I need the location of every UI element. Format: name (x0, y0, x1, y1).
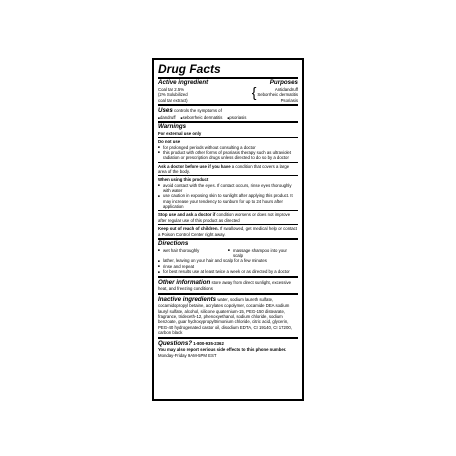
inactive-text: water, sodium laureth sulfate, cocamidopropyl betaine, acrylates copolymer, cocamide DEA sodium lauryl sulfate, alcohol, silicone quaternium-15, PEG-150 distearate, fragrance, trideceth-12, phenoxyethanol, sodium chloride, sodium benzoate, guar hydroxypropyltrimonium chloride, citric acid, glycerin, PEG-40 hydrogenated castor oil, disodium EDTA, CI 19140, CI 17200, carbon black (158, 296, 292, 336)
report-text: You may also report serious side effects to this phone number. (158, 347, 287, 353)
uses-list (158, 115, 298, 120)
divider (158, 162, 298, 163)
phone-number: 1-800-935-2362 (193, 340, 224, 346)
divider (158, 293, 298, 295)
warnings-section (158, 124, 298, 237)
uses-intro: controls the symptoms of (174, 107, 222, 113)
questions-section (158, 340, 298, 358)
ingredient-line: (2% Solubilized (158, 92, 188, 98)
keep-out-bold: Keep out of reach of children. (158, 226, 219, 232)
ingredient-line: Coal tar 2.5% (158, 86, 185, 92)
keep-out-text: If swallowed, get medical help or contact a Poison Control Center right away. (158, 226, 298, 237)
when-using-list (158, 183, 298, 210)
uses-item: ■ dandruff (158, 115, 176, 120)
directions-heading: Directions (158, 239, 189, 247)
active-ingredient-section (158, 83, 298, 103)
divider (158, 104, 298, 106)
other-info-text: store away from direct sunlight, excessive heat, and freezing conditions (158, 279, 291, 292)
purpose-item: Antidandruff (274, 86, 298, 92)
ingredient-line: coal tar extract) (158, 97, 188, 103)
ask-doctor-text: a condition that covers a large area of the body. (158, 163, 290, 174)
divider (158, 224, 298, 225)
list-item: ■ use caution in exposing skin to sunlight after applying this product. It may increase your tendency to sunburn for up to 24 hours after application (158, 193, 298, 209)
inactive-section (158, 296, 298, 336)
uses-item: ■ psoriasis (227, 115, 246, 120)
divider (158, 337, 298, 339)
list-item: ■ for best results use at least twice a week or as directed by a doctor (158, 269, 298, 274)
panel-title: Drug Facts (158, 62, 221, 76)
hours-text: Monday-Friday 9AM-5PM EST (158, 352, 217, 358)
brace-icon: { (251, 83, 257, 100)
questions-heading: Questions? (158, 339, 193, 347)
stop-use-text: condition worsens or does not improve after regular use of this product as directed (158, 212, 291, 223)
list-item: ■ rinse and repeat (158, 264, 298, 269)
inactive-heading: Inactive ingredients (158, 295, 217, 303)
other-info-section (158, 279, 298, 292)
purpose-item: Psoriasis (280, 97, 298, 103)
divider (158, 137, 298, 138)
ingredient-list (158, 87, 239, 103)
purposes-heading: Purposes (269, 79, 298, 86)
directions-section (158, 241, 298, 275)
list-item: ■ wet hair thoroughly (158, 248, 228, 259)
when-using-heading: When using this product (158, 177, 209, 183)
uses-section (158, 107, 298, 120)
purposes-list (251, 83, 298, 103)
divider (158, 276, 298, 278)
list-item: ■ massage shampoo into your scalp (228, 248, 298, 259)
list-item: ■ lather, leaving on your hair and scalp for a few minutes (158, 258, 298, 263)
list-item: ■ for prolonged periods without consulting a doctor (158, 145, 298, 150)
uses-heading: Uses (158, 106, 173, 114)
ask-doctor-note (158, 164, 298, 175)
external-use-note: For external use only (158, 130, 202, 136)
list-item: ■ this product with other forms of psoriasis therapy such as ultraviolet radiation or prescription drugs unless directed to do so by a doctor (158, 150, 298, 161)
list-item: ■ avoid contact with the eyes. If contact occurs, rinse eyes thoroughly with water (158, 183, 298, 194)
active-ingredient-header (158, 80, 298, 87)
ask-doctor-bold: Ask a doctor before use if you have (158, 163, 231, 169)
purpose-item: Seborrheic dermatitis (257, 92, 298, 98)
other-info-heading: Other information (158, 278, 211, 286)
keep-out-note (158, 226, 298, 237)
stop-use-note (158, 212, 298, 223)
divider (158, 210, 298, 211)
drug-facts-panel (152, 58, 304, 401)
report-note (158, 347, 298, 358)
active-ingredient-heading: Active ingredient (158, 79, 209, 86)
do-not-use-heading: Do not use (158, 139, 181, 145)
warnings-heading: Warnings (158, 123, 187, 130)
divider (158, 175, 298, 176)
directions-list (158, 248, 298, 275)
uses-item: ■ seborrheic dermatitis (181, 115, 223, 120)
stop-use-bold: Stop use and ask a doctor if (158, 212, 216, 218)
do-not-use-list (158, 145, 298, 161)
